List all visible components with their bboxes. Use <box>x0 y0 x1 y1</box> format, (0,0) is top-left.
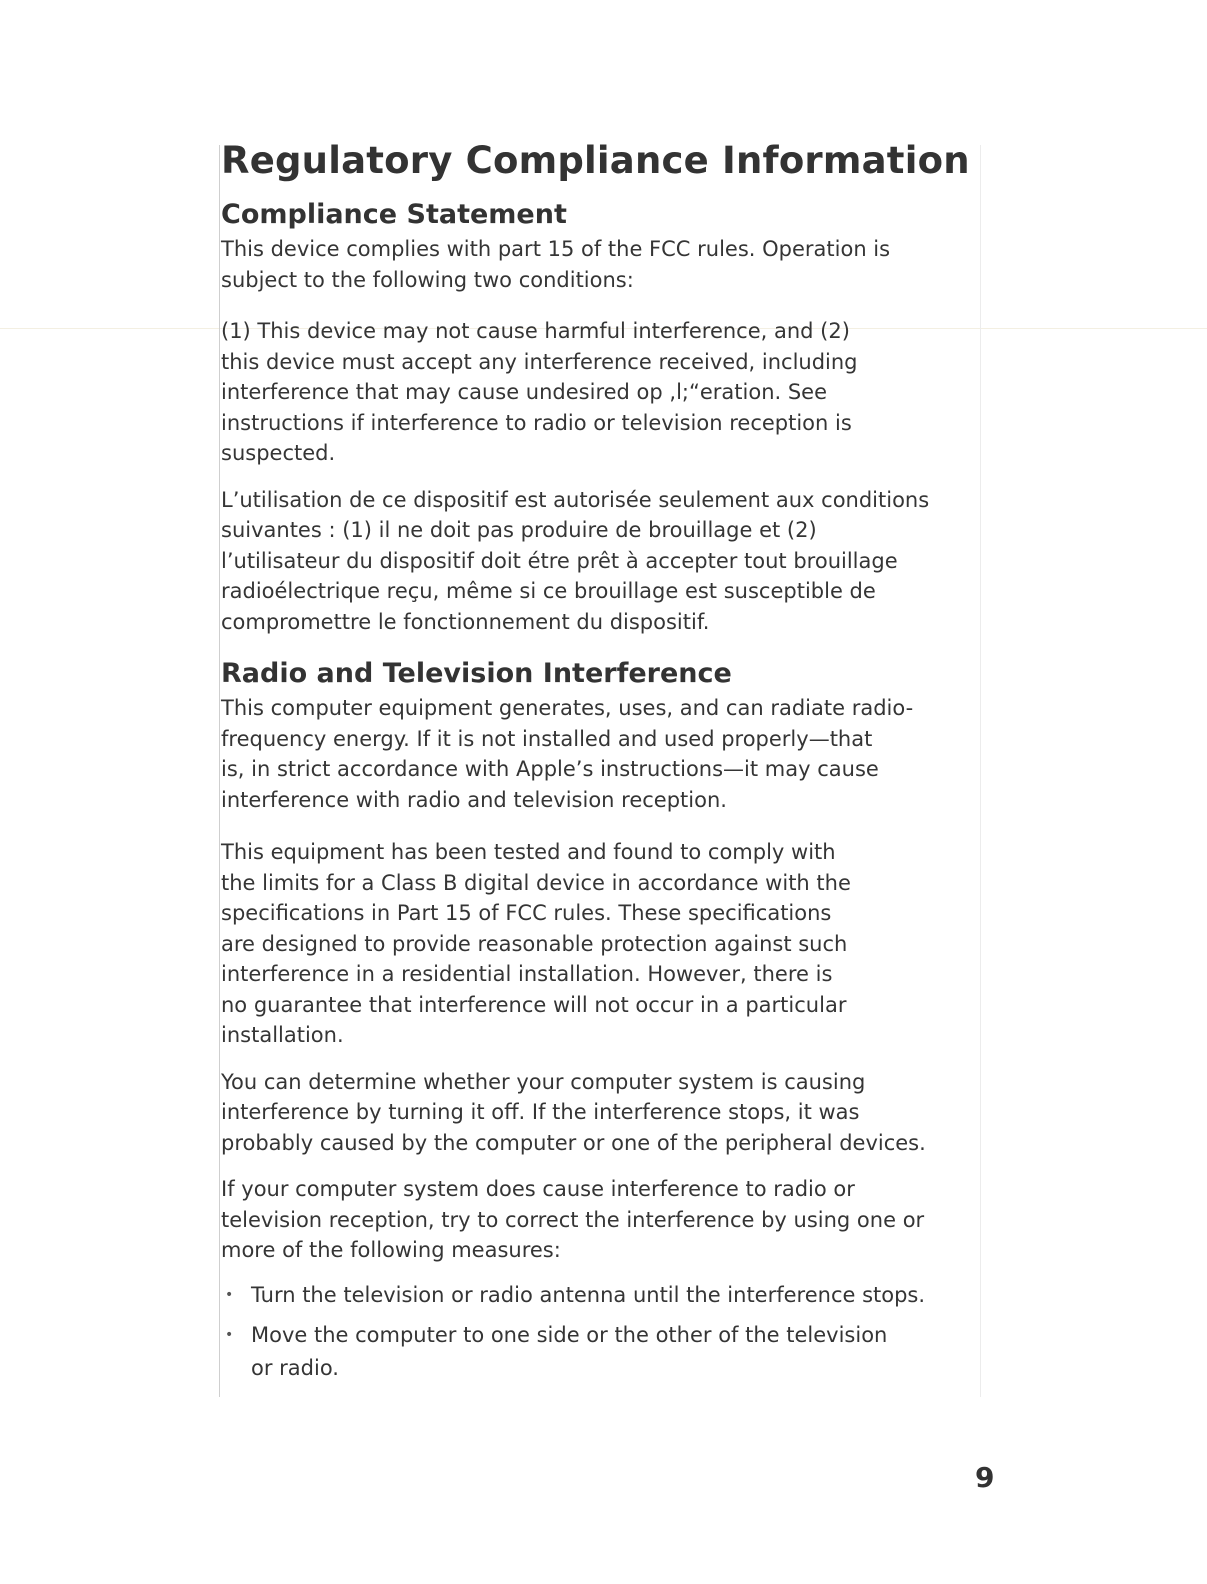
text-line: This device complies with part 15 of the FCC rules. Operation is <box>221 237 891 261</box>
text-line: interference in a residential installation. However, there is <box>221 962 833 986</box>
left-margin-rule <box>219 145 220 1397</box>
text-line: installation. <box>221 1023 344 1047</box>
text-line: (1) This device may not cause harmful interference, and (2) <box>221 319 850 343</box>
text-line: interference with radio and television reception. <box>221 787 727 812</box>
text-line: Turn the television or radio antenna until the interference stops. <box>251 1282 926 1307</box>
text-line: interference by turning it off. If the interference stops, it was <box>221 1100 860 1124</box>
right-margin-rule <box>980 145 981 1397</box>
measures-list <box>221 1279 977 1385</box>
text-line: If your computer system does cause interference to radio or <box>221 1177 855 1201</box>
text-line: compromettre le fonctionnement du dispositif. <box>221 609 710 634</box>
text-line: This equipment has been tested and found to comply with <box>221 840 836 864</box>
list-item <box>221 1319 977 1385</box>
text-line: subject to the following two conditions: <box>221 267 634 292</box>
text-line: more of the following measures: <box>221 1238 561 1262</box>
text-line: L’utilisation de ce dispositif est autorisée seulement aux conditions <box>221 487 930 512</box>
text-line: interference that may cause undesired op ,l;“eration. See <box>221 380 828 404</box>
text-line: television reception, try to correct the interference by using one or <box>221 1207 925 1232</box>
text-line: This computer equipment generates, uses, and can radiate radio- <box>221 696 914 720</box>
paragraph <box>221 234 977 295</box>
list-item <box>221 1279 977 1312</box>
text-line: You can determine whether your computer system is causing <box>221 1069 866 1094</box>
bullet-icon: • <box>225 1286 234 1303</box>
section-heading-radio-tv-interference: Radio and Television Interference <box>221 658 732 689</box>
text-line: instructions if interference to radio or television reception is <box>221 410 852 435</box>
text-line: specifications in Part 15 of FCC rules. These specifications <box>221 901 832 925</box>
text-line: is, in strict accordance with Apple’s instructions—it may cause <box>221 757 879 781</box>
text-line: suivantes : (1) il ne doit pas produire de brouillage et (2) <box>221 518 817 542</box>
bullet-icon: • <box>225 1326 234 1343</box>
text-line: Move the computer to one side or the other of the television <box>251 1322 888 1347</box>
text-line: no guarantee that interference will not occur in a particular <box>221 992 847 1017</box>
text-line: frequency energy. If it is not installed and used properly—that <box>221 726 873 751</box>
page-title: Regulatory Compliance Information <box>221 139 970 182</box>
document-page <box>221 134 977 1385</box>
paragraph-french <box>221 485 977 638</box>
section-heading-compliance-statement: Compliance Statement <box>221 199 567 230</box>
text-line: radioélectrique reçu, même si ce brouillage est susceptible de <box>221 579 876 603</box>
paragraph <box>221 316 977 469</box>
text-line: suspected. <box>221 441 336 465</box>
paragraph <box>221 1067 977 1159</box>
paragraph <box>221 837 977 1051</box>
text-line: l’utilisateur du dispositif doit étre prêt à accepter tout brouillage <box>221 548 898 573</box>
text-line: the limits for a Class B digital device in accordance with the <box>221 870 851 895</box>
paragraph <box>221 693 977 815</box>
text-line: are designed to provide reasonable protection against such <box>221 931 848 956</box>
text-line: this device must accept any interference received, including <box>221 349 858 374</box>
text-line: or radio. <box>251 1355 339 1380</box>
page-number: 9 <box>975 1461 995 1494</box>
text-line: probably caused by the computer or one of the peripheral devices. <box>221 1130 926 1155</box>
paragraph <box>221 1174 977 1266</box>
